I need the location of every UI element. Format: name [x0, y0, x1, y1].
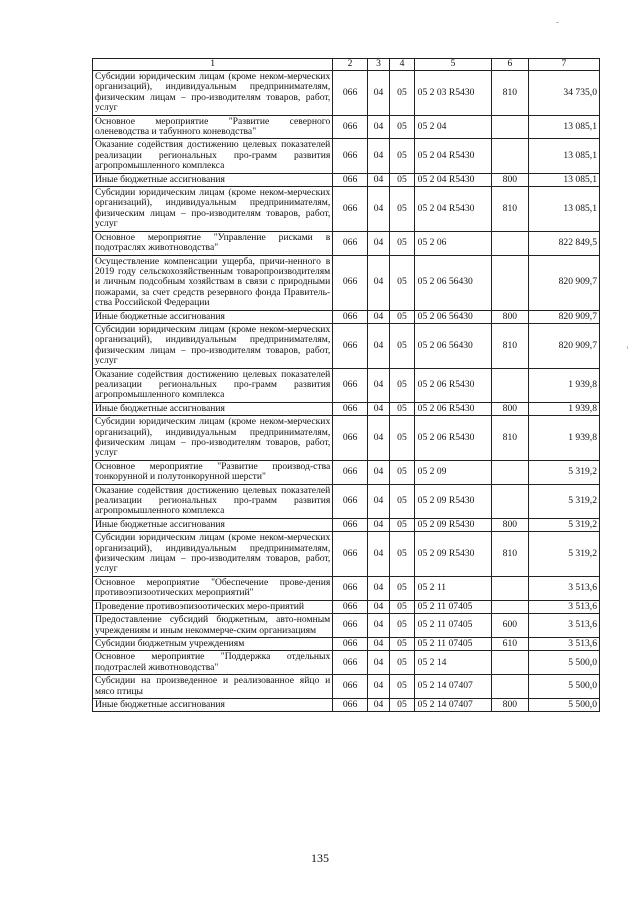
section-code-cell: 04 — [367, 518, 389, 531]
section-code-cell: 04 — [367, 532, 389, 577]
ministry-code-cell: 066 — [333, 416, 368, 461]
expense-name-cell: Иные бюджетные ассигнования — [93, 402, 333, 415]
expense-type-cell: 810 — [492, 416, 529, 461]
subsection-code-cell: 05 — [390, 484, 414, 518]
section-code-cell: 04 — [367, 173, 389, 186]
subsection-code-cell: 05 — [390, 173, 414, 186]
expense-type-cell: 800 — [492, 698, 529, 711]
section-code-cell: 04 — [367, 310, 389, 323]
table-row — [93, 323, 600, 368]
expense-type-cell — [492, 368, 529, 402]
ministry-code-cell: 066 — [333, 576, 368, 600]
expense-type-cell — [492, 651, 529, 675]
table-row — [93, 637, 600, 650]
ministry-code-cell: 066 — [333, 518, 368, 531]
budget-allocation-table — [92, 58, 600, 712]
expense-type-cell — [492, 576, 529, 600]
expense-name-cell: Оказание содействия достижению целевых показателей реализации региональных про-грамм развития агропромышленного комплекса — [93, 368, 333, 402]
table-row — [93, 460, 600, 484]
ministry-code-cell: 066 — [333, 187, 368, 232]
subsection-code-cell: 05 — [390, 139, 414, 173]
target-article-cell: 05 2 04 R5430 — [414, 139, 491, 173]
subsection-code-cell: 05 — [390, 115, 414, 139]
section-code-cell: 04 — [367, 698, 389, 711]
expense-type-cell: 810 — [492, 71, 529, 116]
expense-name-cell: Субсидии юридическим лицам (кроме неком-мерческих организаций), индивидуальным предпринимателям, физическим лицам – про-изводителям товаров, работ, услуг — [93, 323, 333, 368]
expense-name-cell: Субсидии юридическим лицам (кроме неком-мерческих организаций), индивидуальным предпринимателям, физическим лицам – про-изводителям товаров, работ, услуг — [93, 532, 333, 577]
amount-cell: 3 513,6 — [528, 637, 599, 650]
expense-type-cell: 600 — [492, 614, 529, 638]
ministry-code-cell: 066 — [333, 71, 368, 116]
table-row — [93, 173, 600, 186]
target-article-cell: 05 2 04 R5430 — [414, 187, 491, 232]
section-code-cell: 04 — [367, 368, 389, 402]
ministry-code-cell: 066 — [333, 139, 368, 173]
section-code-cell: 04 — [367, 231, 389, 255]
subsection-code-cell: 05 — [390, 576, 414, 600]
table-row — [93, 139, 600, 173]
target-article-cell: 05 2 11 07405 — [414, 614, 491, 638]
expense-name-cell: Субсидии бюджетным учреждениям — [93, 637, 333, 650]
target-article-cell: 05 2 06 56430 — [414, 323, 491, 368]
subsection-code-cell: 05 — [390, 614, 414, 638]
target-article-cell: 05 2 09 R5430 — [414, 532, 491, 577]
section-code-cell: 04 — [367, 402, 389, 415]
table-row — [93, 255, 600, 310]
target-article-cell: 05 2 06 56430 — [414, 310, 491, 323]
ministry-code-cell: 066 — [333, 675, 368, 699]
section-code-cell: 04 — [367, 323, 389, 368]
section-code-cell: 04 — [367, 675, 389, 699]
target-article-cell: 05 2 14 07407 — [414, 675, 491, 699]
amount-cell: 5 500,0 — [528, 675, 599, 699]
amount-cell: 5 319,2 — [528, 532, 599, 577]
ministry-code-cell: 066 — [333, 484, 368, 518]
expense-type-cell: 800 — [492, 402, 529, 415]
target-article-cell: 05 2 06 R5430 — [414, 416, 491, 461]
amount-cell: 13 085,1 — [528, 173, 599, 186]
amount-cell: 5 319,2 — [528, 484, 599, 518]
expense-type-cell — [492, 255, 529, 310]
section-code-cell: 04 — [367, 115, 389, 139]
subsection-code-cell: 05 — [390, 187, 414, 232]
target-article-cell: 05 2 04 R5430 — [414, 173, 491, 186]
expense-type-cell — [492, 484, 529, 518]
amount-cell: 5 500,0 — [528, 651, 599, 675]
expense-type-cell: 810 — [492, 532, 529, 577]
column-header: 2 — [333, 59, 368, 71]
amount-cell: 820 909,7 — [528, 255, 599, 310]
table-row — [93, 402, 600, 415]
amount-cell: 1 939,8 — [528, 402, 599, 415]
subsection-code-cell: 05 — [390, 323, 414, 368]
expense-name-cell: Субсидии на произведенное и реализованное яйцо и мясо птицы — [93, 675, 333, 699]
scan-mark — [556, 22, 559, 23]
table-row — [93, 310, 600, 323]
section-code-cell: 04 — [367, 651, 389, 675]
amount-cell: 820 909,7 — [528, 310, 599, 323]
column-header: 1 — [93, 59, 333, 71]
expense-name-cell: Предоставление субсидий бюджетным, авто-номным учреждениям и иным некоммерче-ским организациям — [93, 614, 333, 638]
section-code-cell: 04 — [367, 416, 389, 461]
target-article-cell: 05 2 11 07405 — [414, 637, 491, 650]
subsection-code-cell: 05 — [390, 532, 414, 577]
amount-cell: 13 085,1 — [528, 139, 599, 173]
expense-type-cell: 800 — [492, 173, 529, 186]
subsection-code-cell: 05 — [390, 600, 414, 613]
target-article-cell: 05 2 09 R5430 — [414, 484, 491, 518]
subsection-code-cell: 05 — [390, 310, 414, 323]
subsection-code-cell: 05 — [390, 416, 414, 461]
ministry-code-cell: 066 — [333, 698, 368, 711]
expense-name-cell: Иные бюджетные ассигнования — [93, 310, 333, 323]
expense-name-cell: Проведение противоэпизоотических меро-приятий — [93, 600, 333, 613]
section-code-cell: 04 — [367, 460, 389, 484]
expense-type-cell — [492, 675, 529, 699]
ministry-code-cell: 066 — [333, 368, 368, 402]
amount-cell: 5 319,2 — [528, 460, 599, 484]
ministry-code-cell: 066 — [333, 614, 368, 638]
column-number-row — [93, 59, 600, 71]
section-code-cell: 04 — [367, 187, 389, 232]
target-article-cell: 05 2 11 — [414, 576, 491, 600]
table-row — [93, 115, 600, 139]
subsection-code-cell: 05 — [390, 637, 414, 650]
column-header: 7 — [528, 59, 599, 71]
table-row — [93, 368, 600, 402]
ministry-code-cell: 066 — [333, 600, 368, 613]
column-header: 4 — [390, 59, 414, 71]
section-code-cell: 04 — [367, 614, 389, 638]
target-article-cell: 05 2 06 56430 — [414, 255, 491, 310]
subsection-code-cell: 05 — [390, 675, 414, 699]
expense-name-cell: Субсидии юридическим лицам (кроме неком-мерческих организаций), индивидуальным предпринимателям, физическим лицам – про-изводителям товаров, работ, услуг — [93, 71, 333, 116]
expense-type-cell — [492, 231, 529, 255]
expense-type-cell — [492, 139, 529, 173]
amount-cell: 822 849,5 — [528, 231, 599, 255]
subsection-code-cell: 05 — [390, 402, 414, 415]
table-row — [93, 518, 600, 531]
expense-name-cell: Иные бюджетные ассигнования — [93, 698, 333, 711]
ministry-code-cell: 066 — [333, 651, 368, 675]
ministry-code-cell: 066 — [333, 532, 368, 577]
table-row — [93, 600, 600, 613]
target-article-cell: 05 2 09 R5430 — [414, 518, 491, 531]
target-article-cell: 05 2 06 R5430 — [414, 402, 491, 415]
amount-cell: 3 513,6 — [528, 614, 599, 638]
expense-type-cell — [492, 115, 529, 139]
target-article-cell: 05 2 14 — [414, 651, 491, 675]
ministry-code-cell: 066 — [333, 637, 368, 650]
table-row — [93, 675, 600, 699]
target-article-cell: 05 2 06 — [414, 231, 491, 255]
section-code-cell: 04 — [367, 255, 389, 310]
table-row — [93, 187, 600, 232]
amount-cell: 1 939,8 — [528, 416, 599, 461]
expense-type-cell — [492, 600, 529, 613]
expense-name-cell: Основное мероприятие "Развитие производ-ства тонкорунной и полутонкорунной шерсти" — [93, 460, 333, 484]
expense-name-cell: Иные бюджетные ассигнования — [93, 518, 333, 531]
scan-mark — [627, 346, 628, 349]
expense-type-cell: 800 — [492, 310, 529, 323]
table-row — [93, 532, 600, 577]
section-code-cell: 04 — [367, 637, 389, 650]
amount-cell: 5 319,2 — [528, 518, 599, 531]
ministry-code-cell: 066 — [333, 231, 368, 255]
subsection-code-cell: 05 — [390, 651, 414, 675]
table-row — [93, 231, 600, 255]
column-header: 5 — [414, 59, 491, 71]
section-code-cell: 04 — [367, 71, 389, 116]
subsection-code-cell: 05 — [390, 698, 414, 711]
expense-name-cell: Основное мероприятие "Развитие северного оленеводства и табунного коневодства" — [93, 115, 333, 139]
expense-type-cell: 810 — [492, 187, 529, 232]
subsection-code-cell: 05 — [390, 255, 414, 310]
subsection-code-cell: 05 — [390, 231, 414, 255]
amount-cell: 1 939,8 — [528, 368, 599, 402]
section-code-cell: 04 — [367, 576, 389, 600]
table-row — [93, 614, 600, 638]
expense-type-cell: 610 — [492, 637, 529, 650]
subsection-code-cell: 05 — [390, 518, 414, 531]
table-body — [93, 71, 600, 712]
expense-name-cell: Основное мероприятие "Управление рисками в подотраслях животноводства" — [93, 231, 333, 255]
section-code-cell: 04 — [367, 600, 389, 613]
table-row — [93, 416, 600, 461]
subsection-code-cell: 05 — [390, 71, 414, 116]
ministry-code-cell: 066 — [333, 323, 368, 368]
expense-name-cell: Оказание содействия достижению целевых показателей реализации региональных про-грамм развития агропромышленного комплекса — [93, 484, 333, 518]
target-article-cell: 05 2 11 07405 — [414, 600, 491, 613]
expense-type-cell: 800 — [492, 518, 529, 531]
ministry-code-cell: 066 — [333, 115, 368, 139]
column-header: 6 — [492, 59, 529, 71]
amount-cell: 3 513,6 — [528, 576, 599, 600]
subsection-code-cell: 05 — [390, 368, 414, 402]
table-row — [93, 484, 600, 518]
ministry-code-cell: 066 — [333, 173, 368, 186]
table-row — [93, 698, 600, 711]
ministry-code-cell: 066 — [333, 255, 368, 310]
amount-cell: 13 085,1 — [528, 187, 599, 232]
target-article-cell: 05 2 14 07407 — [414, 698, 491, 711]
expense-type-cell: 810 — [492, 323, 529, 368]
column-header: 3 — [367, 59, 389, 71]
ministry-code-cell: 066 — [333, 402, 368, 415]
target-article-cell: 05 2 09 — [414, 460, 491, 484]
amount-cell: 5 500,0 — [528, 698, 599, 711]
expense-name-cell: Осуществление компенсации ущерба, причи-ненного в 2019 году сельскохозяйственным товаропроизводителям и личным подсобным хозяйствам в связи с природными пожарами, за счет средств резервного фонда Правитель-ства Российской Федерации — [93, 255, 333, 310]
target-article-cell: 05 2 04 — [414, 115, 491, 139]
expense-name-cell: Основное мероприятие "Поддержка отдельных подотраслей животноводства" — [93, 651, 333, 675]
target-article-cell: 05 2 06 R5430 — [414, 368, 491, 402]
expense-name-cell: Оказание содействия достижению целевых показателей реализации региональных про-грамм развития агропромышленного комплекса — [93, 139, 333, 173]
amount-cell: 3 513,6 — [528, 600, 599, 613]
table-row — [93, 651, 600, 675]
section-code-cell: 04 — [367, 139, 389, 173]
expense-name-cell: Основное мероприятие "Обеспечение прове-дения противоэпизоотических мероприятий" — [93, 576, 333, 600]
ministry-code-cell: 066 — [333, 310, 368, 323]
expense-name-cell: Субсидии юридическим лицам (кроме неком-мерческих организаций), индивидуальным предпринимателям, физическим лицам – про-изводителям товаров, работ, услуг — [93, 187, 333, 232]
expense-name-cell: Субсидии юридическим лицам (кроме неком-мерческих организаций), индивидуальным предпринимателям, физическим лицам – про-изводителям товаров, работ, услуг — [93, 416, 333, 461]
subsection-code-cell: 05 — [390, 460, 414, 484]
amount-cell: 820 909,7 — [528, 323, 599, 368]
section-code-cell: 04 — [367, 484, 389, 518]
amount-cell: 13 085,1 — [528, 115, 599, 139]
page-number: 135 — [311, 851, 329, 865]
ministry-code-cell: 066 — [333, 460, 368, 484]
target-article-cell: 05 2 03 R5430 — [414, 71, 491, 116]
amount-cell: 34 735,0 — [528, 71, 599, 116]
table-row — [93, 71, 600, 116]
expense-type-cell — [492, 460, 529, 484]
expense-name-cell: Иные бюджетные ассигнования — [93, 173, 333, 186]
table-row — [93, 576, 600, 600]
